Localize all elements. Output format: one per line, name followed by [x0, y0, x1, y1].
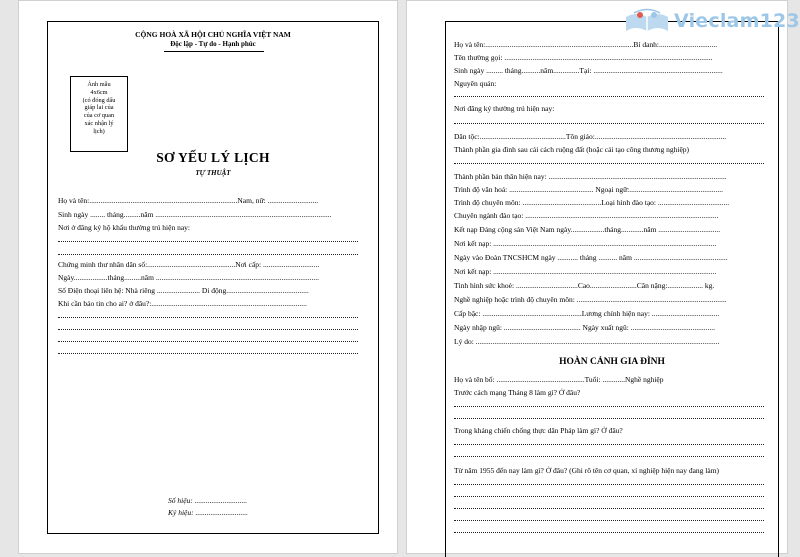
- national-header: CỘNG HOÀ XÃ HỘI CHỦ NGHĨA VIỆT NAM: [135, 30, 291, 39]
- site-logo[interactable]: [624, 6, 800, 36]
- form-page-right: [406, 0, 788, 554]
- field-phone: Số Điện thoại liên hệ: Nhà riêng ....................... Di động............................................: [58, 286, 309, 295]
- family-section-title: HOÀN CẢNH GIA ĐÌNH: [559, 357, 665, 367]
- field-birth-date: Sinh ngày ........ tháng.........năm ..............................................................................................: [58, 210, 332, 219]
- field-education: Trình độ văn hoá: ............................................. Ngoại ngữ:..................................................: [454, 185, 723, 194]
- record-code: Ký hiệu: ............................: [168, 508, 248, 517]
- blank-line: [58, 341, 358, 342]
- field-party-admission: Kết nạp Đảng cộng sản Việt Nam ngày..................tháng............năm .................................: [454, 225, 721, 234]
- form-subtitle: TỰ THUẬT: [195, 169, 231, 177]
- field-common-name: Tên thường gọi: ...............................................................................................................: [454, 53, 713, 62]
- photo-caption-line: của cơ quan: [83, 112, 115, 120]
- field-issue-date: Ngày..................tháng.........năm .......................................................................................: [58, 273, 319, 282]
- blank-line: [58, 317, 358, 318]
- field-ethnicity-religion: Dân tộc:..............................................Tôn giáo:......................................................................: [454, 132, 727, 141]
- header-underline: [164, 51, 264, 52]
- blank-line: [454, 444, 764, 445]
- blank-line: [454, 484, 764, 485]
- field-father-name: Họ và tên bố: ...............................................Tuổi: ............Nghề nghiệp: [454, 375, 664, 384]
- photo-caption-line: lịch): [93, 127, 105, 135]
- blank-line: [58, 241, 358, 242]
- field-rank-salary: Cấp bậc: .....................................................Lương chính hiện nay: ....................................: [454, 309, 720, 318]
- blank-line: [454, 532, 764, 533]
- blank-line: [454, 163, 764, 164]
- form-title: SƠ YẾU LÝ LỊCH: [156, 150, 270, 165]
- field-emergency-contact: Khi cần báo tin cho ai? ở đâu?:...................................................................................: [58, 299, 307, 308]
- field-full-name: Họ và tên:...............................................................................Nam, nữ: ...........................: [58, 196, 319, 205]
- blank-line: [454, 96, 764, 97]
- field-health: Tình hình sức khoẻ: .................................Cao.........................Cân nặng:................... kg.: [454, 281, 715, 290]
- page-border: [47, 21, 379, 534]
- book-logo-icon: [624, 7, 670, 35]
- field-military-service: Ngày nhập ngũ: ......................................... Ngày xuất ngũ: .............................................: [454, 323, 716, 332]
- field-resistance-period: Trong kháng chiến chống thực dân Pháp làm gì? Ở đâu?: [454, 426, 623, 435]
- field-occupation: Nghề nghiệp hoặc trình độ chuyên môn: ................................................................................: [454, 295, 727, 304]
- blank-line: [454, 406, 764, 407]
- field-since-1955: Từ năm 1955 đến nay làm gì? Ở đâu? (Ghi rõ tên cơ quan, xí nghiệp hiện nay đang làm): [454, 466, 720, 475]
- field-full-name: Họ và tên:...............................................................................Bí danh:...............................: [454, 40, 718, 49]
- photo-caption-line: xác nhận lý: [84, 119, 114, 127]
- field-before-revolution: Trước cách mạng Tháng 8 làm gì? Ở đâu?: [454, 388, 581, 397]
- page-border: [445, 21, 779, 557]
- field-residence: Nơi ở đăng ký hộ khẩu thường trú hiện nay:: [58, 223, 190, 232]
- field-party-place: Nơi kết nạp: .......................................................................................................................: [454, 239, 717, 248]
- field-birth-date: Sinh ngày ......... tháng..........năm..............Tại: .....................................................................: [454, 66, 723, 75]
- record-number: Số hiệu: ............................: [168, 496, 248, 505]
- photo-caption-line: (có đóng dấu: [82, 96, 116, 104]
- national-motto: Độc lập - Tự do - Hạnh phúc: [170, 40, 256, 48]
- field-hometown: Nguyên quán:: [454, 79, 497, 88]
- blank-line: [454, 123, 764, 124]
- blank-line: [454, 520, 764, 521]
- field-permanent-address: Nơi đăng ký thường trú hiện nay:: [454, 104, 555, 113]
- blank-line: [58, 353, 358, 354]
- field-major: Chuyên ngành đào tạo: .......................................................................................................: [454, 211, 719, 220]
- field-youth-union: Ngày vào Đoàn TNCSHCM ngày ........... tháng .......... năm ..................................................: [454, 253, 728, 262]
- blank-line: [454, 418, 764, 419]
- blank-line: [454, 508, 764, 509]
- logo-text: Vieclam123: [674, 10, 800, 32]
- field-reason: Lý do: ..................................................................................................................................: [454, 337, 720, 346]
- field-personal-class: Thành phần bản thân hiện nay: ...............................................................................................: [454, 172, 727, 181]
- blank-line: [454, 456, 764, 457]
- blank-line: [58, 329, 358, 330]
- form-page-left: [18, 0, 398, 554]
- photo-placeholder: [70, 76, 128, 152]
- field-union-place: Nơi kết nạp: .......................................................................................................................: [454, 267, 717, 276]
- blank-line: [58, 254, 358, 255]
- field-family-class: Thành phần gia đình sau cải cách ruộng đất (hoặc cải tạo công thương nghiệp): [454, 145, 690, 154]
- photo-caption-line: Ảnh mẫu: [87, 81, 111, 88]
- photo-caption-line: giáp lai của: [84, 104, 114, 112]
- field-qualification: Trình độ chuyên môn: ..........................................Loại hình đào tạo: ......................................: [454, 198, 730, 207]
- blank-line: [454, 496, 764, 497]
- photo-caption-line: 4x6cm: [90, 88, 108, 96]
- field-id-card: Chứng minh thư nhân dân số:...............................................Nơi cấp: ..............................: [58, 260, 320, 269]
